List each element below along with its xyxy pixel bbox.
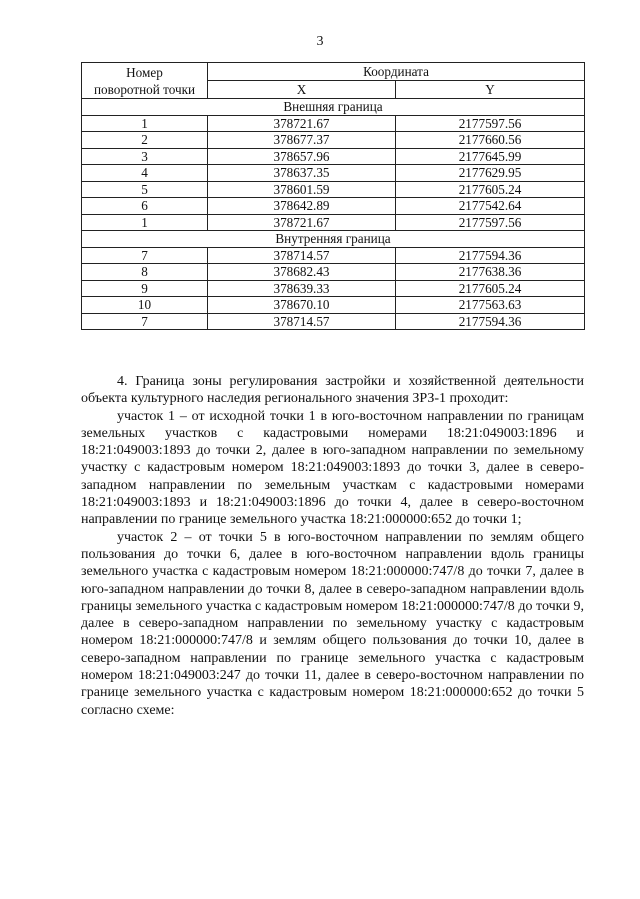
inner-boundary-title: Внутренняя граница bbox=[82, 231, 585, 248]
x-column-header: X bbox=[208, 81, 396, 99]
x-cell: 378682.43 bbox=[208, 264, 396, 281]
y-cell: 2177563.63 bbox=[396, 297, 585, 314]
point-cell: 7 bbox=[82, 247, 208, 264]
table-row bbox=[82, 148, 585, 165]
point-cell: 9 bbox=[82, 280, 208, 297]
x-cell: 378642.89 bbox=[208, 198, 396, 215]
point-cell: 7 bbox=[82, 313, 208, 330]
point-cell: 8 bbox=[82, 264, 208, 281]
outer-boundary-section-row bbox=[82, 99, 585, 116]
table-row bbox=[82, 214, 585, 231]
y-cell: 2177605.24 bbox=[396, 181, 585, 198]
x-cell: 378721.67 bbox=[208, 115, 396, 132]
y-cell: 2177597.56 bbox=[396, 115, 585, 132]
x-cell: 378714.57 bbox=[208, 313, 396, 330]
y-cell: 2177594.36 bbox=[396, 313, 585, 330]
table-row bbox=[82, 198, 585, 215]
x-cell: 378637.35 bbox=[208, 165, 396, 182]
point-column-header-line1: Номер bbox=[126, 64, 163, 80]
point-column-header-line2: поворотной точки bbox=[93, 81, 196, 97]
point-column-header bbox=[82, 63, 208, 99]
body-text bbox=[81, 373, 584, 719]
table-row bbox=[82, 115, 585, 132]
y-cell: 2177594.36 bbox=[396, 247, 585, 264]
table-row bbox=[82, 297, 585, 314]
y-cell: 2177605.24 bbox=[396, 280, 585, 297]
coordinates-table bbox=[81, 62, 585, 330]
point-cell: 10 bbox=[82, 297, 208, 314]
paragraph-section-1: участок 1 – от исходной точки 1 в юго-восточном направлении по границам земельных участков с кадастровыми номерами 18:21:049003:1896 и 18:21:049003:1893 до точки 2, далее в юго-западном направлении по земельному участку с кадастровым номером 18:21:049003:1893 до точки 3, далее в северо-западном направлении по земельным участкам с кадастровыми номерами 18:21:049003:1893 и 18:21:049003:1896 до точки 4, далее в северо-восточном направлении по границе земельного участка 18:21:000000:652 до точки 1; bbox=[81, 408, 584, 528]
table-row bbox=[82, 247, 585, 264]
x-cell: 378677.37 bbox=[208, 132, 396, 149]
y-cell: 2177597.56 bbox=[396, 214, 585, 231]
point-cell: 5 bbox=[82, 181, 208, 198]
table-row bbox=[82, 132, 585, 149]
point-cell: 4 bbox=[82, 165, 208, 182]
point-cell: 1 bbox=[82, 214, 208, 231]
table-row bbox=[82, 264, 585, 281]
inner-boundary-section-row bbox=[82, 231, 585, 248]
x-cell: 378639.33 bbox=[208, 280, 396, 297]
outer-boundary-title: Внешняя граница bbox=[82, 99, 585, 116]
x-cell: 378670.10 bbox=[208, 297, 396, 314]
x-cell: 378721.67 bbox=[208, 214, 396, 231]
x-cell: 378657.96 bbox=[208, 148, 396, 165]
point-cell: 6 bbox=[82, 198, 208, 215]
table-row bbox=[82, 280, 585, 297]
y-cell: 2177660.56 bbox=[396, 132, 585, 149]
paragraph-intro: 4. Граница зоны регулирования застройки и хозяйственной деятельности объекта культурного наследия регионального значения ЗРЗ-1 проходит: bbox=[81, 374, 584, 407]
page-number: 3 bbox=[316, 34, 324, 49]
x-cell: 378601.59 bbox=[208, 181, 396, 198]
point-cell: 2 bbox=[82, 132, 208, 149]
x-cell: 378714.57 bbox=[208, 247, 396, 264]
y-cell: 2177638.36 bbox=[396, 264, 585, 281]
coordinate-column-header: Координата bbox=[208, 63, 585, 81]
paragraph-section-2: участок 2 – от точки 5 в юго-восточном направлении по землям общего пользования до точки 6, далее в юго-восточном направлении вдоль границы земельного участка с кадастровым номером 18:21:000000:747/8 до точки 7, далее в юго-западном направлении до точки 8, далее в северо-западном направлении вдоль границы земельного участка с кадастровым номером 18:21:000000:747/8 до точки 9, далее в северо-западном направлении по земельному участку с кадастровым номером 18:21:000000:747/8 и землям общего пользования до точки 10, далее в северо-западном направлении по границе земельного участка с кадастровым номером 18:21:049003:247 до точки 11, далее в северо-восточном направлении по границе земельного участка с кадастровым номером 18:21:000000:652 до точки 5 согласно схеме: bbox=[81, 529, 584, 718]
point-cell: 3 bbox=[82, 148, 208, 165]
table-row bbox=[82, 181, 585, 198]
y-cell: 2177645.99 bbox=[396, 148, 585, 165]
point-cell: 1 bbox=[82, 115, 208, 132]
table-row bbox=[82, 165, 585, 182]
y-cell: 2177542.64 bbox=[396, 198, 585, 215]
table-header-row bbox=[82, 63, 585, 81]
table-row bbox=[82, 313, 585, 330]
y-cell: 2177629.95 bbox=[396, 165, 585, 182]
y-column-header: Y bbox=[396, 81, 585, 99]
